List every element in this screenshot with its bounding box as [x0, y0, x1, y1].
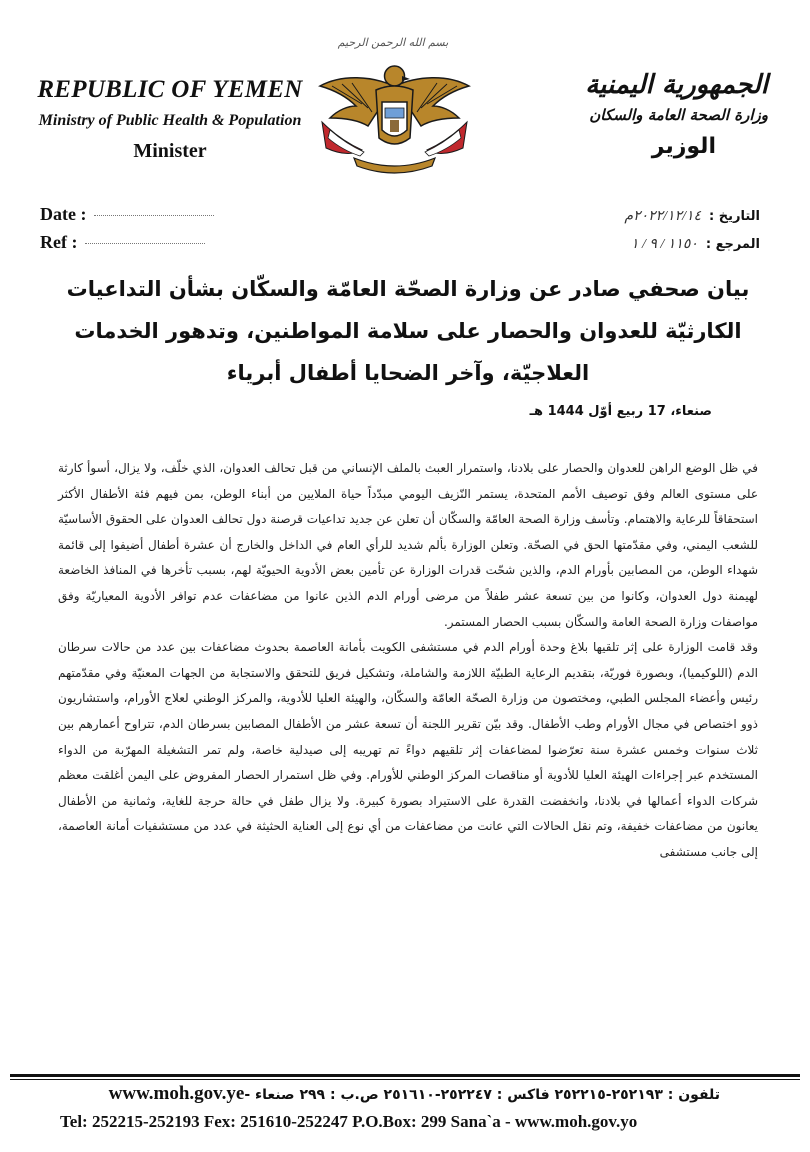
dateline: صنعاء، 17 ربيع أوّل 1444 هـ: [529, 404, 712, 419]
title-line-2: الكارثيّة للعدوان والحصار على سلامة المواطنين، وتدهور الخدمات: [74, 319, 742, 343]
footer-contact-ar-text: تلفون : ٢٥٢١٩٣-٢٥٢٢١٥ فاكس : ٢٥٢٢٤٧-٢٥١٦١٠ ص.ب : ٢٩٩ صنعاء -: [244, 1087, 720, 1103]
arabic-letterhead: [528, 70, 768, 159]
ref-value-ar: ١١٥٠ / ٩ / ١: [630, 237, 698, 252]
body-paragraph-2: وقد قامت الوزارة على إثر تلقيها بلاغ وحدة أورام الدم في مستشفى الكويت بأمانة العاصمة بحدوث مضاعفات بين عدد من حالات سرطان الدم (اللوكيميا)، وبصورة فوريّة، بتقديم الرعاية الطبيّة اللازمة والشاملة، وتشكيل فريق للتحقق والاستجابة من الجهات المعنيّة وفي مقدّمتهم رئيس وأعضاء المجلس الطبي، ومختصون من وزارة الصحّة العامّة والسكّان، والهيئة العليا للأدوية، والمركز الوطني لعلاج الأورام، واستشاريون ذوو اختصاص في مجال الأورام وطب الأطفال. وقد بيّن تقرير اللجنة أن تسعة عشر من الأطفال المصابين بسرطان الدم، تتراوح أعمارهم بين ثلاث سنوات وخمس عشرة سنة تعرّضوا لمضاعفات إثر تلقيهم دواءً تم تهريبه إلى صيدلية خاصة، ولم تمر التشغيلة المهرّبة من الدواء المستخدم عبر إجراءات الهيئة العليا للأدوية أو مناقصات المركز الوطني للأورام. وفي ظل استمرار الحصار المفروض على اليمن أغلقت معظم شركات الدواء أعمالها في بلادنا، وانخفضت القدرة على الاستيراد بصورة كبيرة. ولا يزال طفل في حالة حرجة للغاية، وثمانية من الأطفال يعانون من مضاعفات خفيفة، وتم نقل الحالات التي عانت من مضاعفات من أي نوع إلى العناية الحثيثة في عدد من مستشفيات أمانة العاصمة، إلى جانب مستشفى: [58, 640, 758, 859]
ministry-name-ar: وزارة الصحة العامة والسكان: [589, 106, 768, 124]
country-name-en: REPUBLIC OF YEMEN: [37, 76, 303, 103]
body-paragraph-1: في ظل الوضع الراهن للعدوان والحصار على بلادنا، واستمرار العبث بالملف الإنساني من قبل تحالف العدوان، الذي خلّف، ولا يزال، أسوأ كارثة على مستوى العالم وفق توصيف الأمم المتحدة، يستمر النّزيف اليومي مبدّداً حياة الملايين من أبناء الوطن، بمن فيهم فئة الأطفال الأكثر استحقاقاً للرعاية والاهتمام. وتأسف وزارة الصحة العامّة والسكّان أن تعلن عن جديد تداعيات قرصنة دول تحالف العدوان على الحقوق الأساسيّة للشعب اليمني، وفي مقدّمتها الحق في الصحّة. وتعلن الوزارة بألم شديد للرأي العام في الداخل والخارج أن عشرة أطفال أضيفوا إلى قائمة شهداء الوطن، من المصابين بأورام الدم، والذين شحّت قدرات الوزارة عن تأمين بعض الأدوية الحيويّة لهم، بسبب تأخرها في المنافذ الخاضعة لهيمنة دول العدوان، وكانوا من بين تسعة عشر طفلاً من مرضى أورام الدم الذين عانوا من مضاعفات عدم توافر الأدوية المعياريّة وفق مواصفات وزارة الصحة العامة والسكّان بسبب الحصار المستمر.: [58, 461, 758, 629]
ref-field-ar: [631, 236, 760, 253]
date-label-en: Date :: [40, 204, 87, 224]
ministry-name-en: Ministry of Public Health & Population: [38, 112, 302, 129]
footer-rule-thick: [10, 1074, 800, 1077]
footer-rule-thin: [10, 1079, 800, 1080]
footer-contact-en: Tel: 252215-252193 Fex: 251610-252247 P.O.Box: 299 Sana`a - www.moh.gov.yo: [60, 1112, 638, 1131]
english-letterhead: [20, 76, 320, 163]
press-release-body: [58, 456, 758, 866]
footer-website-ar: www.moh.gov.ye: [108, 1083, 245, 1104]
date-field-en: [40, 204, 214, 225]
ref-dotted-line: [85, 243, 205, 244]
title-line-3: العلاجيّة، وآخر الضحايا أطفال أبرياء: [226, 361, 590, 385]
press-release-title: [40, 268, 776, 394]
date-dotted-line: [94, 215, 214, 216]
office-title-en: Minister: [133, 140, 207, 162]
date-value-ar: ٢٠٢٢/١٢/١٤م: [624, 209, 702, 224]
date-field-ar: [624, 208, 760, 225]
date-label-ar: التاريخ :: [709, 209, 760, 224]
title-line-1: بيان صحفي صادر عن وزارة الصحّة العامّة والسكّان بشأن التداعيات: [66, 277, 750, 301]
ref-field-en: [40, 232, 205, 253]
yemen-eagle-emblem-icon: [312, 46, 477, 181]
country-name-ar: الجمهورية اليمنية: [585, 70, 768, 100]
ref-label-ar: المرجع :: [705, 237, 760, 252]
office-title-ar: الوزير: [651, 134, 716, 159]
ref-label-en: Ref :: [40, 232, 78, 252]
basmala-calligraphy: بسم الله الرحمن الرحيم: [337, 36, 449, 49]
footer-contact-ar: [20, 1083, 720, 1105]
